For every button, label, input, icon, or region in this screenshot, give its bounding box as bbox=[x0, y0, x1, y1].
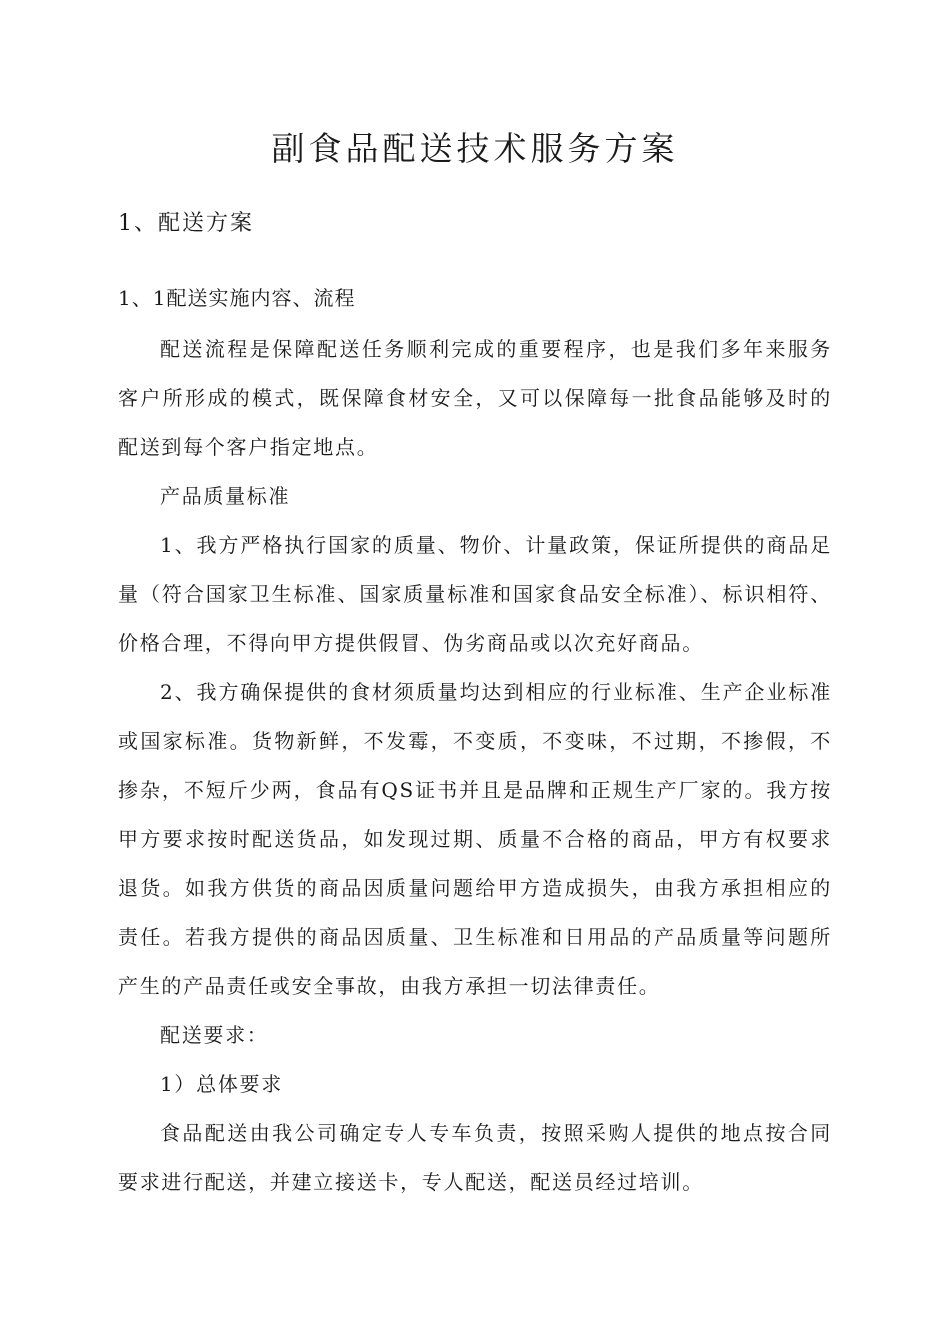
paragraph-general-requirements-heading: 1）总体要求 bbox=[160, 1072, 283, 1096]
paragraph-delivery-process: 配送流程是保障配送任务顺利完成的重要程序，也是我们多年来服务客户所形成的模式，既保障食材安全，又可以保障每一批食品能够及时的配送到每个客户指定地点。 bbox=[118, 337, 832, 459]
paragraph-delivery-requirements-heading: 配送要求： bbox=[160, 1023, 269, 1047]
document-body bbox=[118, 325, 832, 1207]
paragraph-quality-standard-heading: 产品质量标准 bbox=[160, 484, 291, 508]
section-heading: 1、配送方案 bbox=[118, 211, 254, 236]
paragraph-general-requirements: 食品配送由我公司确定专人专车负责，按照采购人提供的地点按合同要求进行配送，并建立接送卡，专人配送，配送员经过培训。 bbox=[118, 1121, 832, 1194]
paragraph-quality-item-1: 1、我方严格执行国家的质量、物价、计量政策，保证所提供的商品足量（符合国家卫生标准、国家质量标准和国家食品安全标准）、标识相符、价格合理，不得向甲方提供假冒、伪劣商品或以次充好商品。 bbox=[118, 533, 832, 655]
subsection-heading: 1、1配送实施内容、流程 bbox=[118, 286, 356, 310]
document-title: 副食品配送技术服务方案 bbox=[271, 129, 679, 168]
paragraph-quality-item-2: 2、我方确保提供的食材须质量均达到相应的行业标准、生产企业标准或国家标准。货物新鲜，不发霉，不变质，不变味，不过期，不掺假，不掺杂，不短斤少两，食品有QS证书并且是品牌和正规生产厂家的。我方按甲方要求按时配送货品，如发现过期、质量不合格的商品，甲方有权要求退货。如我方供货的商品因质量问题给甲方造成损失，由我方承担相应的责任。若我方提供的商品因质量、卫生标准和日用品的产品质量等问题所产生的产品责任或安全事故，由我方承担一切法律责任。 bbox=[118, 680, 832, 998]
